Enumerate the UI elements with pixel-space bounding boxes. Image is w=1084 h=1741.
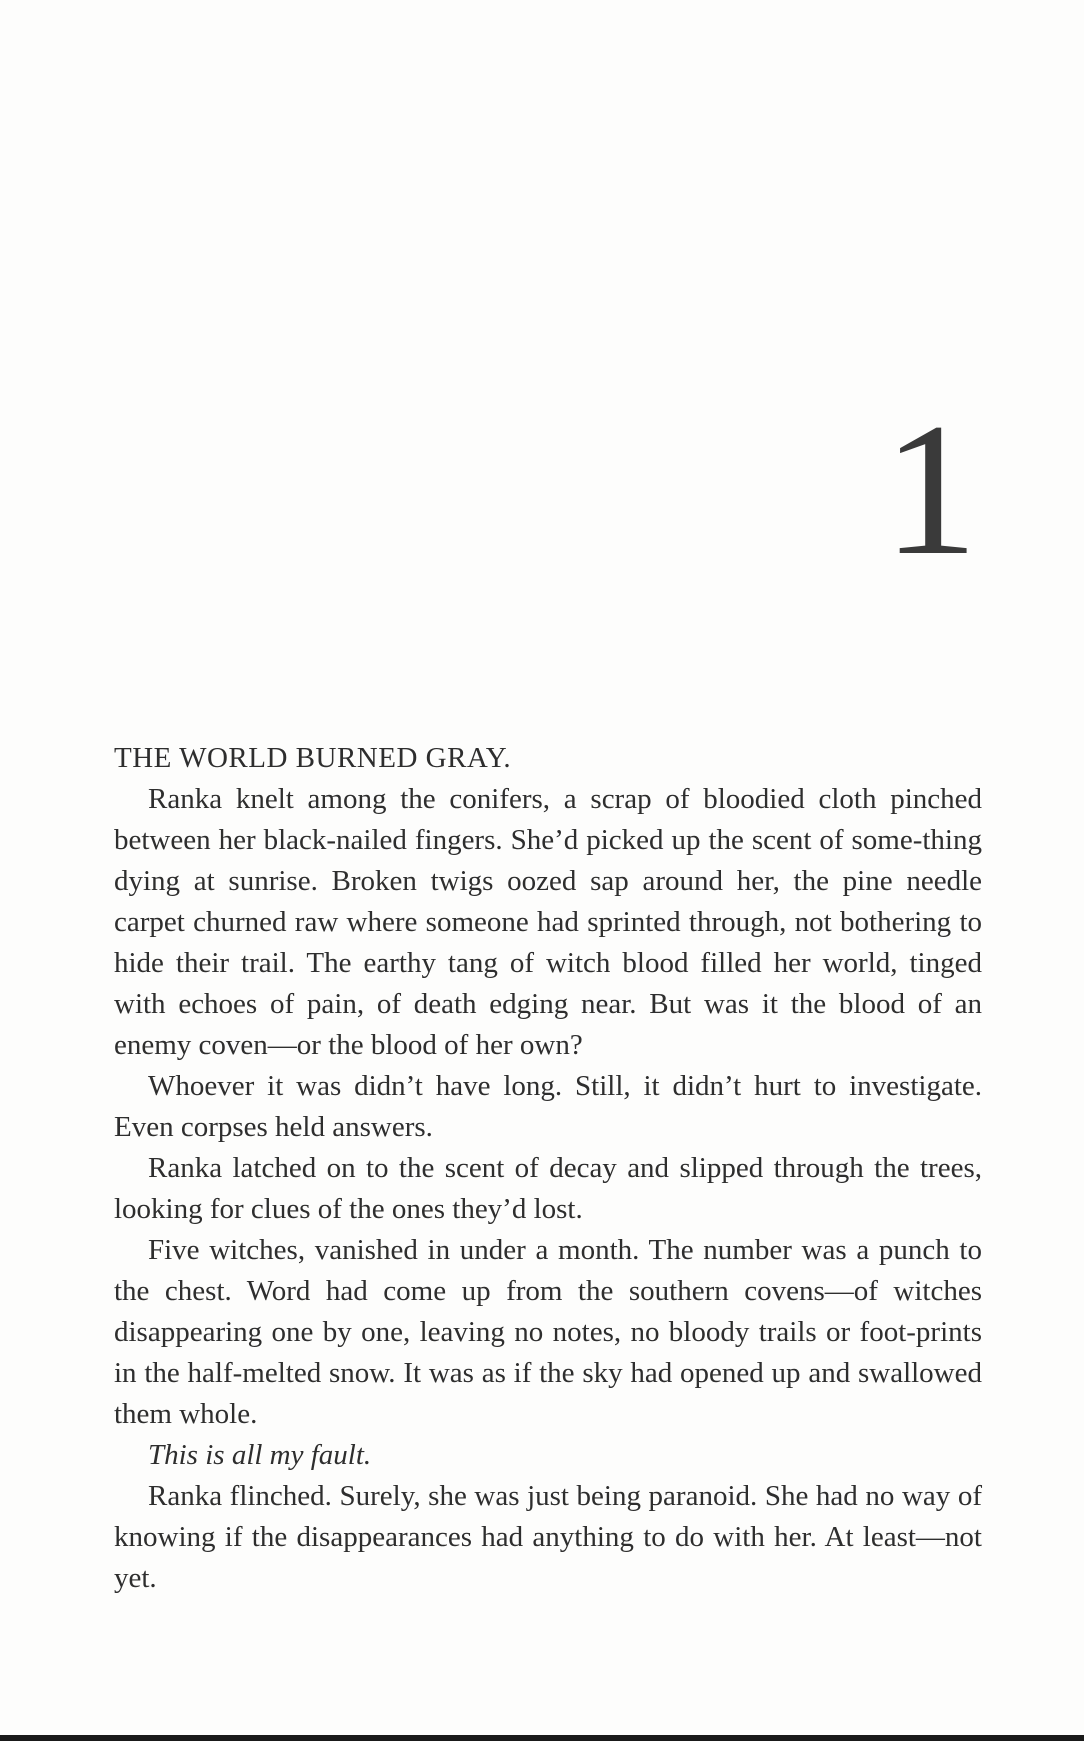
paragraph: Five witches, vanished in under a month. The number was a punch to the chest. Word had come up from the southern covens—of witches disappearing one by one, leaving no notes, no bloody trails or foot-prints in the half-melted snow. It was as if the sky had opened up and swallowed them whole. — [114, 1234, 982, 1430]
chapter-number: 1 — [883, 385, 978, 595]
page-bottom-edge — [0, 1735, 1084, 1741]
italic-thought: This is all my fault. — [148, 1439, 372, 1471]
paragraph: Ranka flinched. Surely, she was just being paranoid. She had no way of knowing if the disappearances had anything to do with her. At least—not yet. — [114, 1480, 982, 1594]
paragraph: Ranka knelt among the conifers, a scrap of bloodied cloth pinched between her black-nailed fingers. She’d picked up the scent of some-thing dying at sunrise. Broken twigs oozed sap around her, the pine needle carpet churned raw where someone had sprinted through, not bothering to hide their trail. The earthy tang of witch blood filled her world, tinged with echoes of pain, of death edging near. But was it the blood of an enemy coven—or the blood of her own? — [114, 783, 982, 1061]
opening-line: THE WORLD BURNED GRAY. — [114, 742, 512, 774]
paragraph: Ranka latched on to the scent of decay and slipped through the trees, looking for clues of the ones they’d lost. — [114, 1152, 982, 1225]
chapter-text — [114, 738, 982, 1599]
paragraph: Whoever it was didn’t have long. Still, it didn’t hurt to investigate. Even corpses held answers. — [114, 1070, 982, 1143]
